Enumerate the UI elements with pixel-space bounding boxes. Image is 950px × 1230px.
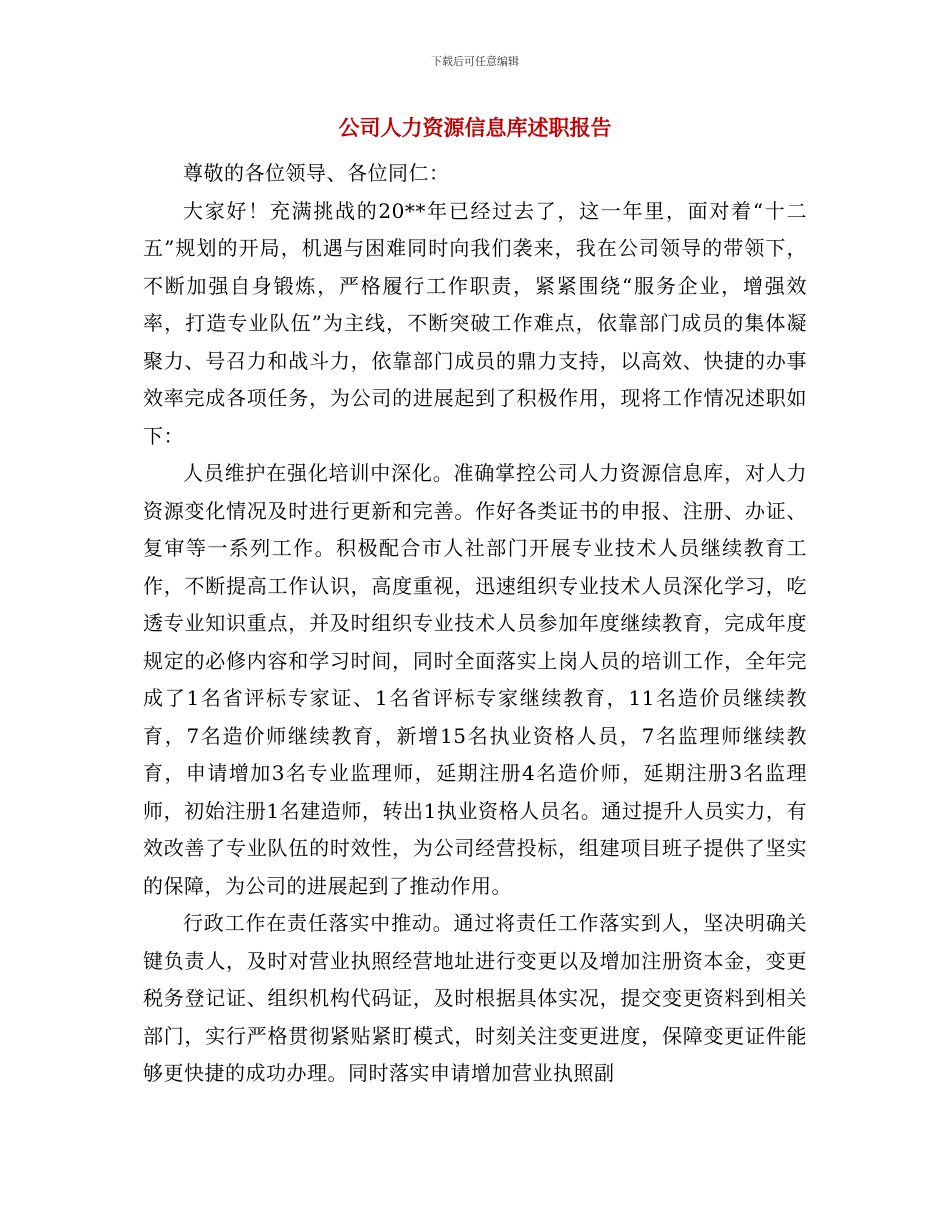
paragraph-administration: 行政工作在责任落实中推动。通过将责任工作落实到人，坚决明确关键负责人，及时对营业执照经营地址进行变更以及增加注册资本金，变更税务登记证、组织机构代码证，及时根据具体实况，提交变更资料到相关部门，实行严格贯彻紧贴紧盯模式，时刻关注变更进度，保障变更证件能够更快捷的成功办理。同时落实申请增加营业执照副 xyxy=(143,911,807,1085)
header-note: 下载后可任意编辑 xyxy=(431,55,519,68)
document-body xyxy=(143,155,807,1093)
salutation: 尊敬的各位领导、各位同仁： xyxy=(183,161,450,185)
paragraph-intro: 大家好！充满挑战的20**年已经过去了，这一年里，面对着“十二五”规划的开局，机遇与困难同时向我们袭来，我在公司领导的带领下，不断加强自身锻炼，严格履行工作职责，紧紧围绕“服务企业，增强效率，打造专业队伍”为主线，不断突破工作难点，依靠部门成员的集体凝聚力、号召力和战斗力，依靠部门成员的鼎力支持，以高效、快捷的办事效率完成各项任务，为公司的进展起到了积极作用，现将工作情况述职如下： xyxy=(143,198,807,448)
paragraph-personnel: 人员维护在强化培训中深化。准确掌控公司人力资源信息库，对人力资源变化情况及时进行更新和完善。作好各类证书的申报、注册、办证、复审等一系列工作。积极配合市人社部门开展专业技术人员继续教育工作，不断提高工作认识，高度重视，迅速组织专业技术人员深化学习，吃透专业知识重点，并及时组织专业技术人员参加年度继续教育，完成年度规定的必修内容和学习时间，同时全面落实上岗人员的培训工作，全年完成了1名省评标专家证、1名省评标专家继续教育，11名造价员继续教育，7名造价师继续教育，新增15名执业资格人员，7名监理师继续教育，申请增加3名专业监理师，延期注册4名造价师，延期注册3名监理师，初始注册1名建造师，转出1执业资格人员名。通过提升人员实力，有效改善了专业队伍的时效性，为公司经营投标，组建项目班子提供了坚实的保障，为公司的进展起到了推动作用。 xyxy=(143,461,807,898)
document-title: 公司人力资源信息库述职报告 xyxy=(338,116,612,140)
